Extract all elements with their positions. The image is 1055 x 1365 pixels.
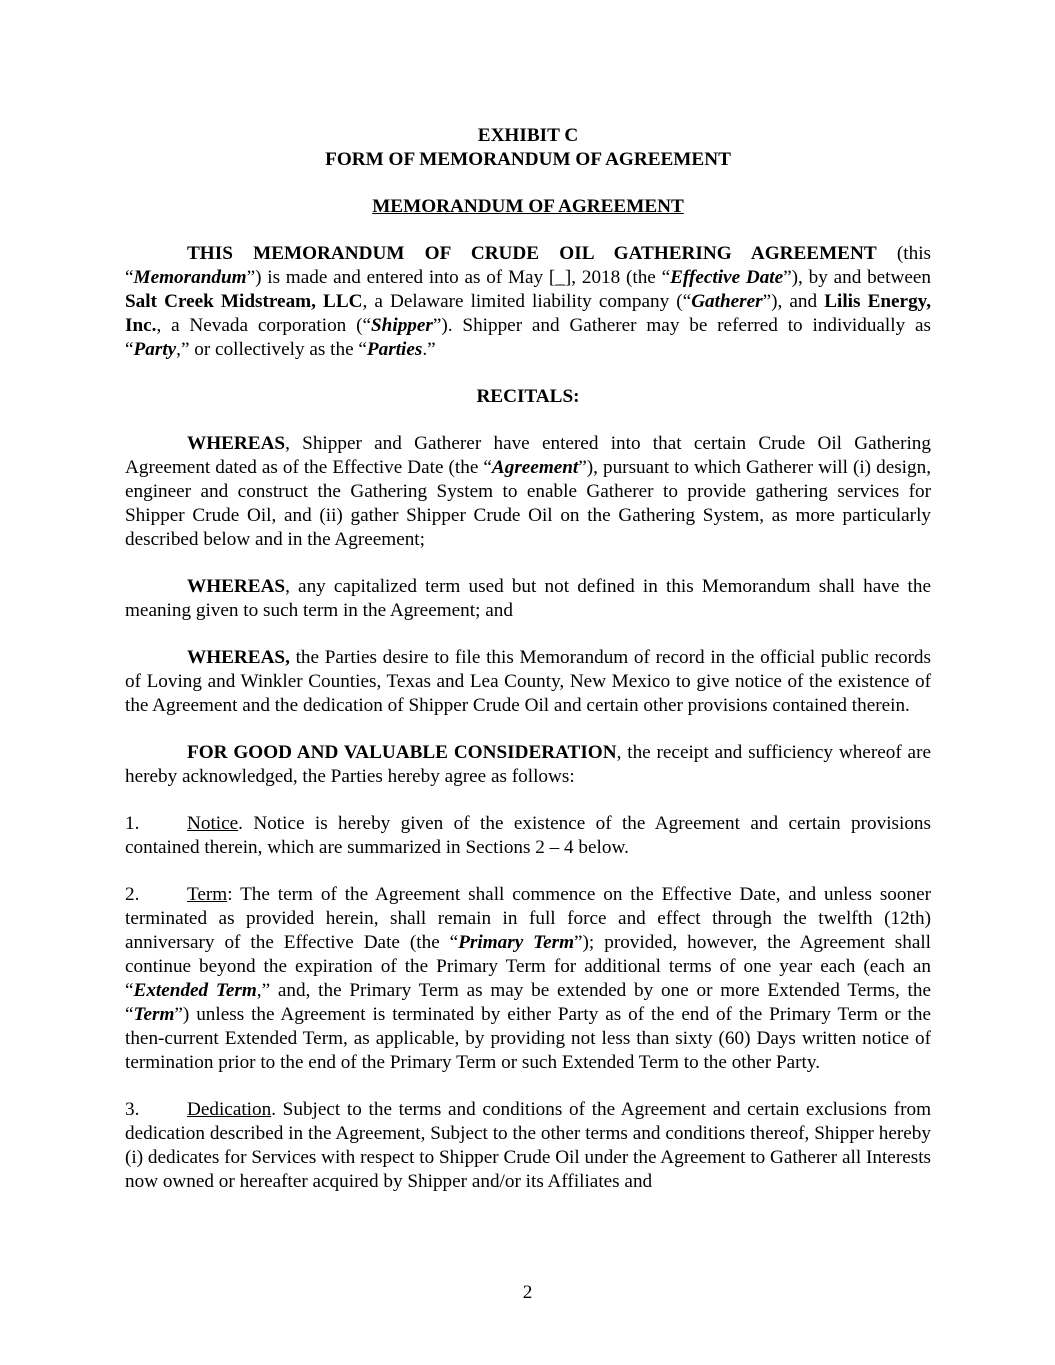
section-term: 2. Term: The term of the Agreement shall commence on the Effective Date, and unless sooner terminated as provided herein, shall remain in full force and effect through the twelfth (12th) anniversary of the Effective Date (the “Primary Term”); provided, however, the Agreement shall continue beyond the expiration of the Primary Term for additional terms of one year each (each an “Extended Term,” and, the Primary Term as may be extended by one or more Extended Terms, the “Term”) unless the Agreement is terminated by either Party as of the end of the Primary Term or the then-current Extended Term, as applicable, by providing not less than sixty (60) Days written notice of termination prior to the end of the Primary Term or such Extended Term to the other Party. [125,884,931,1073]
defined-term-primary-term: Primary Term [458,932,575,953]
section-dedication: 3. Dedication. Subject to the terms and conditions of the Agreement and certain exclusions from dedication described in the Agreement, Subject to the other terms and conditions thereof, Shipper hereby (i) dedicates for Services with respect to Shipper Crude Oil under the Agreement to Gatherer all Interests now owned or hereafter acquired by Shipper and/or its Affiliates and [125,1099,931,1192]
consideration-paragraph: FOR GOOD AND VALUABLE CONSIDERATION, the receipt and sufficiency whereof are hereby acknowledged, the Parties hereby agree as follows: [125,742,931,787]
section-title-notice: Notice [187,813,239,834]
intro-paragraph: THIS MEMORANDUM OF CRUDE OIL GATHERING AGREEMENT (this “Memorandum”) is made and entered into as of May [_], 2018 (the “Effective Date”), by and between Salt Creek Midstream, LLC, a Delaware limited liability company (“Gatherer”), and Lilis Energy, Inc., a Nevada corporation (“Shipper”). Shipper and Gatherer may be referred to individually as “Party,” or collectively as the “Parties.” [125,243,931,360]
defined-term-memorandum: Memorandum [133,267,247,288]
defined-term-shipper: Shipper [371,315,433,336]
recitals-heading: RECITALS: [476,386,580,407]
defined-term-party: Party [133,339,177,360]
section-notice: 1. Notice. Notice is hereby given of the existence of the Agreement and certain provisions contained therein, which are summarized in Sections 2 – 4 below. [125,813,931,858]
section-title-term: Term [187,884,228,905]
section-title-dedication: Dedication [187,1099,272,1120]
gatherer-name: Salt Creek Midstream, LLC [125,291,363,312]
whereas-paragraph-2: WHEREAS, any capitalized term used but not defined in this Memorandum shall have the meaning given to such term in the Agreement; and [125,576,931,621]
defined-term-parties: Parties [366,339,423,360]
document-page [125,124,931,1194]
document-title: MEMORANDUM OF AGREEMENT [372,196,684,217]
whereas-paragraph-1: WHEREAS, Shipper and Gatherer have entered into that certain Crude Oil Gathering Agreement dated as of the Effective Date (the “Agreement”), pursuant to which Gatherer will (i) design, engineer and construct the Gathering System to enable Gatherer to provide gathering services for Shipper Crude Oil, and (ii) gather Shipper Crude Oil on the Gathering System, as more particularly described below and in the Agreement; [125,433,931,550]
defined-term-gatherer: Gatherer [691,291,763,312]
form-title: FORM OF MEMORANDUM OF AGREEMENT [325,149,731,170]
section-number: 2. [125,884,140,905]
defined-term-term: Term [133,1004,175,1025]
defined-term-extended-term: Extended Term [133,980,257,1001]
defined-term-agreement: Agreement [491,457,579,478]
whereas-paragraph-3: WHEREAS, the Parties desire to file this Memorandum of record in the official public records of Loving and Winkler Counties, Texas and Lea County, New Mexico to give notice of the existence of the Agreement and the dedication of Shipper Crude Oil and certain other provisions contained therein. [125,647,931,716]
exhibit-label: EXHIBIT C [477,125,579,146]
page-number: 2 [522,1282,533,1303]
shipper-name: Lilis Energy, Inc. [125,291,931,336]
section-number: 3. [125,1099,140,1120]
intro-lead: THIS MEMORANDUM OF CRUDE OIL GATHERING AGREEMENT [187,243,877,264]
section-number: 1. [125,813,140,834]
defined-term-effective-date: Effective Date [670,267,784,288]
